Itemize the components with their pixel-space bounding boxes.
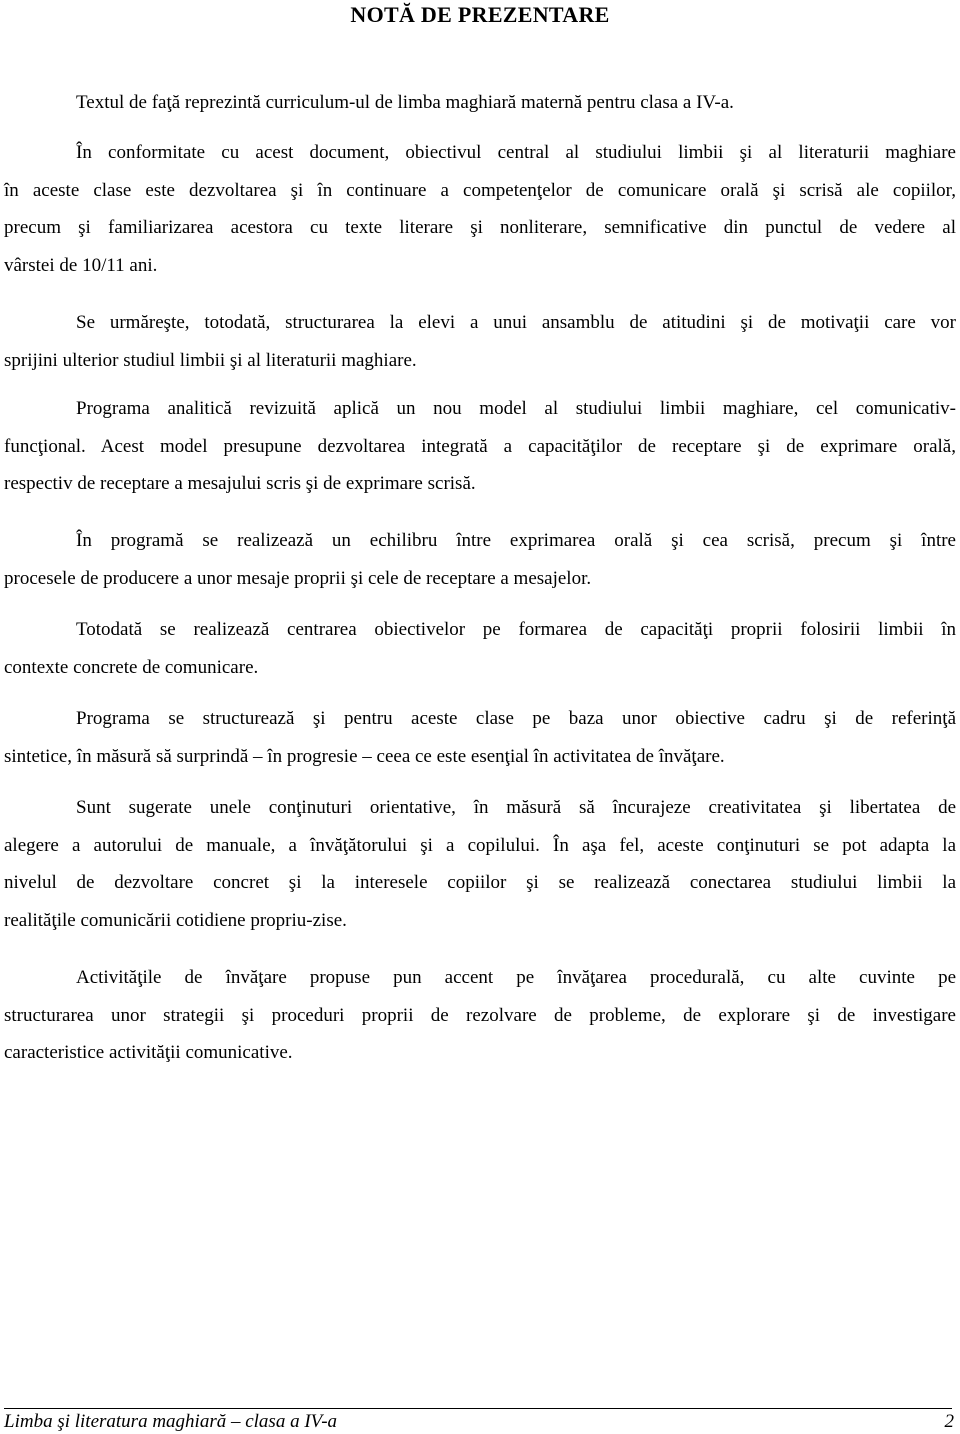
paragraph-2-line-1: În conformitate cu acest document, obiectivul central al studiului limbii şi al literaturii maghiare — [76, 142, 956, 163]
paragraph-7-line-1: Programa se structurează şi pentru aceste clase pe baza unor obiective cadru şi de referinţă — [76, 708, 956, 729]
page-title: NOTĂ DE PREZENTARE — [350, 2, 610, 27]
paragraph-8-line-3: nivelul de dezvoltare concret şi la interesele copiilor şi se realizează conectarea studiului limbii la — [4, 872, 956, 893]
paragraph-3-line-1: Se urmăreşte, totodată, structurarea la elevi a unui ansamblu de atitudini şi de motivaţii care vor — [76, 312, 956, 333]
paragraph-9-line-3: caracteristice activităţii comunicative. — [4, 1042, 293, 1063]
paragraph-2-line-2: în aceste clase este dezvoltarea şi în continuare a competenţelor de comunicare orală şi scrisă ale copiilor, — [4, 179, 956, 201]
paragraph-4-line-2: funcţional. Acest model presupune dezvoltarea integrată a capacităţilor de receptare şi de exprimare orală, — [4, 435, 956, 457]
paragraph-4-line-1: Programa analitică revizuită aplică un nou model al studiului limbii maghiare, cel comunicativ- — [76, 398, 956, 419]
paragraph-2-line-4: vârstei de 10/11 ani. — [4, 254, 158, 276]
paragraph-2-line-3: precum şi familiarizarea acestora cu texte literare şi nonliterare, semnificative din punctul de vedere al — [4, 217, 956, 238]
paragraph-5-line-2: procesele de producere a unor mesaje proprii şi cele de receptare a mesajelor. — [4, 567, 592, 589]
footer-text: Limba şi literatura maghiară – clasa a IV-a — [4, 1411, 338, 1432]
paragraph-9-line-2: structurarea unor strategii şi proceduri proprii de rezolvare de probleme, de explorare şi de investigare — [4, 1004, 956, 1026]
paragraph-5-line-1: În programă se realizează un echilibru între exprimarea orală şi cea scrisă, precum şi între — [76, 530, 956, 551]
paragraph-9-line-1: Activităţile de învăţare propuse pun accent pe învăţarea procedurală, cu alte cuvinte pe — [76, 967, 956, 988]
paragraph-6-line-1: Totodată se realizează centrarea obiectivelor pe formarea de capacităţi proprii folosirii limbii în — [76, 619, 956, 640]
paragraph-6-line-2: contexte concrete de comunicare. — [4, 656, 259, 678]
paragraph-8-line-2: alegere a autorului de manuale, a învăţătorului şi a copilului. În aşa fel, aceste conţinuturi se pot adapta la — [4, 834, 956, 856]
paragraph-8-line-4: realităţile comunicării cotidiene propriu-zise. — [4, 909, 347, 931]
paragraph-8-line-1: Sunt sugerate unele conţinuturi orientative, în măsură să încurajeze creativitatea şi libertatea de — [76, 797, 956, 818]
paragraph-7-line-2: sintetice, în măsură să surprindă – în progresie – ceea ce este esenţial în activitatea de învăţare. — [4, 745, 725, 767]
footer-rule — [4, 1408, 952, 1409]
paragraph-3-line-2: sprijini ulterior studiul limbii şi al literaturii maghiare. — [4, 349, 417, 371]
paragraph-1-line-1: Textul de faţă reprezintă curriculum-ul de limba maghiară maternă pentru clasa a IV-a. — [76, 92, 734, 113]
paragraph-4-line-3: respectiv de receptare a mesajului scris şi de exprimare scrisă. — [4, 473, 476, 494]
page-number: 2 — [944, 1411, 954, 1432]
